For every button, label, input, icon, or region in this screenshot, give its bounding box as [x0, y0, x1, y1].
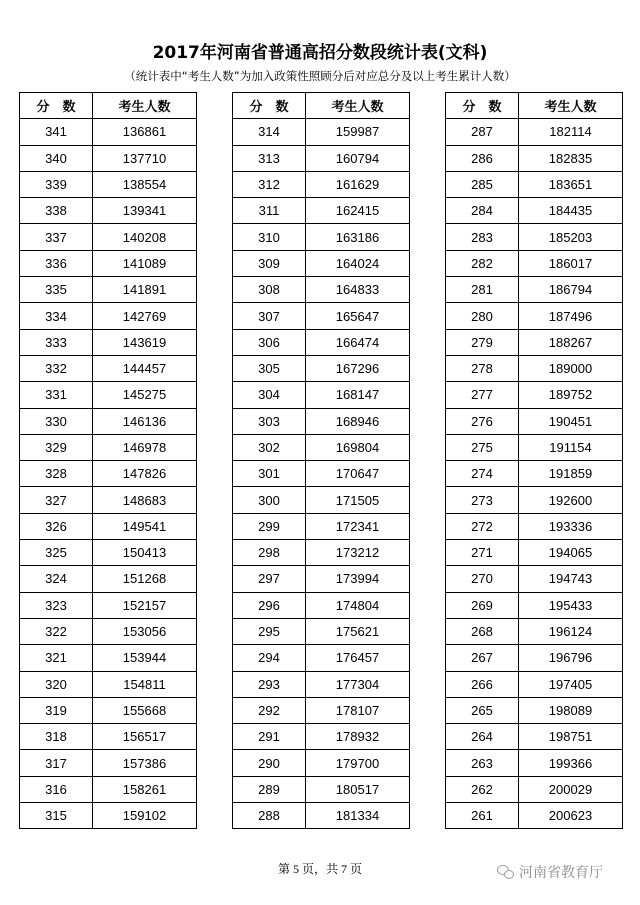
count-cell: 148683 — [93, 487, 197, 513]
count-cell: 159102 — [93, 803, 197, 829]
score-cell: 326 — [20, 513, 93, 539]
table-row — [233, 119, 410, 145]
score-column-header: 分 数 — [20, 93, 93, 119]
table-row — [233, 803, 410, 829]
count-cell: 164024 — [306, 250, 410, 276]
score-cell: 286 — [446, 145, 519, 171]
score-cell: 318 — [20, 724, 93, 750]
table-row — [233, 724, 410, 750]
table-row — [20, 434, 197, 460]
count-cell: 173212 — [306, 540, 410, 566]
count-cell: 149541 — [93, 513, 197, 539]
count-cell: 195433 — [519, 592, 623, 618]
score-cell: 322 — [20, 618, 93, 644]
score-cell: 267 — [446, 645, 519, 671]
count-cell: 186017 — [519, 250, 623, 276]
score-cell: 324 — [20, 566, 93, 592]
count-cell: 157386 — [93, 750, 197, 776]
wechat-watermark — [497, 862, 603, 882]
count-cell: 184435 — [519, 198, 623, 224]
score-cell: 312 — [233, 171, 306, 197]
score-cell: 283 — [446, 224, 519, 250]
table-row — [20, 145, 197, 171]
count-cell: 200623 — [519, 803, 623, 829]
table-row — [446, 145, 623, 171]
count-cell: 159987 — [306, 119, 410, 145]
score-cell: 320 — [20, 671, 93, 697]
count-cell: 136861 — [93, 119, 197, 145]
score-cell: 335 — [20, 277, 93, 303]
table-row — [20, 540, 197, 566]
table-row — [446, 618, 623, 644]
score-cell: 330 — [20, 408, 93, 434]
count-cell: 179700 — [306, 750, 410, 776]
table-row — [233, 461, 410, 487]
table-row — [446, 382, 623, 408]
table-row — [446, 198, 623, 224]
score-cell: 291 — [233, 724, 306, 750]
count-cell: 182835 — [519, 145, 623, 171]
count-cell: 164833 — [306, 277, 410, 303]
count-cell: 185203 — [519, 224, 623, 250]
score-cell: 282 — [446, 250, 519, 276]
count-cell: 191154 — [519, 434, 623, 460]
count-cell: 151268 — [93, 566, 197, 592]
score-cell: 328 — [20, 461, 93, 487]
score-cell: 308 — [233, 277, 306, 303]
score-cell: 278 — [446, 355, 519, 381]
count-cell: 147826 — [93, 461, 197, 487]
count-cell: 182114 — [519, 119, 623, 145]
score-cell: 266 — [446, 671, 519, 697]
table-row — [233, 776, 410, 802]
table-row — [233, 434, 410, 460]
count-cell: 197405 — [519, 671, 623, 697]
score-cell: 303 — [233, 408, 306, 434]
count-cell: 144457 — [93, 355, 197, 381]
score-cell: 297 — [233, 566, 306, 592]
table-row — [233, 513, 410, 539]
table-row — [446, 487, 623, 513]
score-cell: 289 — [233, 776, 306, 802]
score-cell: 340 — [20, 145, 93, 171]
count-cell: 146978 — [93, 434, 197, 460]
score-cell: 294 — [233, 645, 306, 671]
score-cell: 277 — [446, 382, 519, 408]
wechat-icon — [497, 865, 515, 879]
score-cell: 298 — [233, 540, 306, 566]
count-cell: 145275 — [93, 382, 197, 408]
score-column-header: 分 数 — [233, 93, 306, 119]
count-cell: 166474 — [306, 329, 410, 355]
count-cell: 155668 — [93, 697, 197, 723]
table-row — [20, 750, 197, 776]
count-cell: 187496 — [519, 303, 623, 329]
count-cell: 137710 — [93, 145, 197, 171]
table-row — [446, 224, 623, 250]
table-row — [233, 303, 410, 329]
score-cell: 262 — [446, 776, 519, 802]
score-cell: 295 — [233, 618, 306, 644]
count-column-header: 考生人数 — [519, 93, 623, 119]
score-cell: 304 — [233, 382, 306, 408]
table-row — [20, 461, 197, 487]
table-row — [446, 303, 623, 329]
score-cell: 333 — [20, 329, 93, 355]
table-row — [20, 329, 197, 355]
count-cell: 176457 — [306, 645, 410, 671]
table-row — [20, 250, 197, 276]
table-row — [233, 250, 410, 276]
score-cell: 306 — [233, 329, 306, 355]
score-cell: 270 — [446, 566, 519, 592]
score-cell: 272 — [446, 513, 519, 539]
count-cell: 150413 — [93, 540, 197, 566]
table-row — [233, 145, 410, 171]
score-cell: 311 — [233, 198, 306, 224]
table-row — [446, 355, 623, 381]
table-row — [20, 776, 197, 802]
score-cell: 327 — [20, 487, 93, 513]
count-cell: 196124 — [519, 618, 623, 644]
count-cell: 193336 — [519, 513, 623, 539]
score-cell: 317 — [20, 750, 93, 776]
score-cell: 305 — [233, 355, 306, 381]
count-cell: 169804 — [306, 434, 410, 460]
table-row — [446, 119, 623, 145]
count-cell: 189752 — [519, 382, 623, 408]
count-cell: 174804 — [306, 592, 410, 618]
table-header-row — [446, 93, 623, 119]
score-cell: 323 — [20, 592, 93, 618]
table-row — [446, 592, 623, 618]
table-row — [446, 277, 623, 303]
table-row — [446, 408, 623, 434]
score-cell: 276 — [446, 408, 519, 434]
table-row — [233, 671, 410, 697]
table-row — [233, 277, 410, 303]
score-cell: 331 — [20, 382, 93, 408]
count-cell: 165647 — [306, 303, 410, 329]
table-row — [20, 382, 197, 408]
count-cell: 190451 — [519, 408, 623, 434]
count-cell: 199366 — [519, 750, 623, 776]
count-cell: 154811 — [93, 671, 197, 697]
count-cell: 141891 — [93, 277, 197, 303]
count-cell: 171505 — [306, 487, 410, 513]
score-cell: 321 — [20, 645, 93, 671]
count-cell: 194065 — [519, 540, 623, 566]
score-cell: 337 — [20, 224, 93, 250]
table-row — [446, 776, 623, 802]
table-row — [20, 277, 197, 303]
table-row — [446, 434, 623, 460]
table-row — [233, 224, 410, 250]
table-row — [446, 329, 623, 355]
count-cell: 161629 — [306, 171, 410, 197]
table-row — [20, 198, 197, 224]
table-row — [20, 618, 197, 644]
count-cell: 189000 — [519, 355, 623, 381]
count-cell: 138554 — [93, 171, 197, 197]
count-cell: 177304 — [306, 671, 410, 697]
table-row — [20, 803, 197, 829]
score-cell: 310 — [233, 224, 306, 250]
count-cell: 170647 — [306, 461, 410, 487]
score-cell: 336 — [20, 250, 93, 276]
table-row — [20, 224, 197, 250]
count-cell: 200029 — [519, 776, 623, 802]
count-cell: 194743 — [519, 566, 623, 592]
count-column-header: 考生人数 — [93, 93, 197, 119]
table-header-row — [233, 93, 410, 119]
table-row — [20, 487, 197, 513]
score-cell: 275 — [446, 434, 519, 460]
table-row — [20, 724, 197, 750]
table-row — [233, 329, 410, 355]
score-cell: 299 — [233, 513, 306, 539]
score-cell: 307 — [233, 303, 306, 329]
score-cell: 334 — [20, 303, 93, 329]
count-cell: 188267 — [519, 329, 623, 355]
count-cell: 152157 — [93, 592, 197, 618]
table-row — [233, 618, 410, 644]
count-cell: 141089 — [93, 250, 197, 276]
score-cell: 293 — [233, 671, 306, 697]
count-cell: 196796 — [519, 645, 623, 671]
watermark-text: 河南省教育厅 — [519, 865, 603, 881]
table-row — [446, 803, 623, 829]
table-row — [233, 750, 410, 776]
score-cell: 302 — [233, 434, 306, 460]
score-cell: 292 — [233, 697, 306, 723]
count-cell: 153056 — [93, 618, 197, 644]
score-cell: 316 — [20, 776, 93, 802]
table-row — [20, 408, 197, 434]
score-cell: 284 — [446, 198, 519, 224]
score-cell: 279 — [446, 329, 519, 355]
score-cell: 290 — [233, 750, 306, 776]
score-cell: 264 — [446, 724, 519, 750]
score-cell: 309 — [233, 250, 306, 276]
count-cell: 191859 — [519, 461, 623, 487]
score-cell: 329 — [20, 434, 93, 460]
score-cell: 261 — [446, 803, 519, 829]
table-row — [20, 513, 197, 539]
table-row — [20, 697, 197, 723]
count-cell: 178107 — [306, 697, 410, 723]
count-cell: 178932 — [306, 724, 410, 750]
count-cell: 192600 — [519, 487, 623, 513]
count-cell: 146136 — [93, 408, 197, 434]
table-row — [233, 408, 410, 434]
count-cell: 167296 — [306, 355, 410, 381]
count-cell: 163186 — [306, 224, 410, 250]
table-row — [20, 303, 197, 329]
score-cell: 341 — [20, 119, 93, 145]
score-cell: 319 — [20, 697, 93, 723]
score-cell: 339 — [20, 171, 93, 197]
count-cell: 180517 — [306, 776, 410, 802]
table-row — [446, 750, 623, 776]
table-row — [446, 697, 623, 723]
score-cell: 288 — [233, 803, 306, 829]
table-row — [20, 566, 197, 592]
table-row — [446, 513, 623, 539]
table-row — [233, 171, 410, 197]
count-cell: 140208 — [93, 224, 197, 250]
score-cell: 287 — [446, 119, 519, 145]
count-cell: 168946 — [306, 408, 410, 434]
count-cell: 156517 — [93, 724, 197, 750]
score-cell: 338 — [20, 198, 93, 224]
table-row — [20, 171, 197, 197]
count-cell: 162415 — [306, 198, 410, 224]
count-cell: 158261 — [93, 776, 197, 802]
table-row — [446, 250, 623, 276]
table-row — [233, 382, 410, 408]
score-column-header: 分 数 — [446, 93, 519, 119]
score-cell: 300 — [233, 487, 306, 513]
score-cell: 269 — [446, 592, 519, 618]
table-row — [446, 540, 623, 566]
count-cell: 198089 — [519, 697, 623, 723]
score-cell: 285 — [446, 171, 519, 197]
score-cell: 280 — [446, 303, 519, 329]
table-row — [446, 171, 623, 197]
count-cell: 181334 — [306, 803, 410, 829]
table-row — [446, 671, 623, 697]
score-cell: 271 — [446, 540, 519, 566]
score-cell: 274 — [446, 461, 519, 487]
count-column-header: 考生人数 — [306, 93, 410, 119]
table-row — [233, 540, 410, 566]
count-cell: 175621 — [306, 618, 410, 644]
count-cell: 139341 — [93, 198, 197, 224]
table-row — [20, 592, 197, 618]
table-row — [446, 724, 623, 750]
score-cell: 268 — [446, 618, 519, 644]
score-table-2 — [232, 92, 410, 829]
page-number: 第 5 页，共 7 页 — [277, 862, 362, 876]
score-cell: 315 — [20, 803, 93, 829]
table-row — [233, 697, 410, 723]
score-table-3 — [445, 92, 623, 829]
score-cell: 263 — [446, 750, 519, 776]
table-row — [446, 461, 623, 487]
table-row — [20, 119, 197, 145]
table-row — [233, 198, 410, 224]
table-row — [233, 592, 410, 618]
page-subtitle: （统计表中“考生人数”为加入政策性照顾分后对应总分及以上考生累计人数） — [124, 69, 516, 83]
table-row — [20, 645, 197, 671]
count-cell: 142769 — [93, 303, 197, 329]
table-row — [446, 566, 623, 592]
table-row — [233, 645, 410, 671]
table-row — [233, 566, 410, 592]
table-header-row — [20, 93, 197, 119]
table-row — [446, 645, 623, 671]
count-cell: 143619 — [93, 329, 197, 355]
count-cell: 153944 — [93, 645, 197, 671]
score-cell: 273 — [446, 487, 519, 513]
count-cell: 168147 — [306, 382, 410, 408]
count-cell: 198751 — [519, 724, 623, 750]
score-cell: 314 — [233, 119, 306, 145]
score-cell: 281 — [446, 277, 519, 303]
count-cell: 183651 — [519, 171, 623, 197]
table-row — [233, 487, 410, 513]
score-cell: 265 — [446, 697, 519, 723]
table-row — [233, 355, 410, 381]
count-cell: 173994 — [306, 566, 410, 592]
count-cell: 186794 — [519, 277, 623, 303]
score-cell: 332 — [20, 355, 93, 381]
count-cell: 160794 — [306, 145, 410, 171]
score-cell: 301 — [233, 461, 306, 487]
table-row — [20, 671, 197, 697]
score-cell: 296 — [233, 592, 306, 618]
score-table-1 — [19, 92, 197, 829]
table-row — [20, 355, 197, 381]
score-cell: 313 — [233, 145, 306, 171]
count-cell: 172341 — [306, 513, 410, 539]
score-cell: 325 — [20, 540, 93, 566]
page-title: 2017年河南省普通高招分数段统计表(文科) — [152, 43, 488, 63]
